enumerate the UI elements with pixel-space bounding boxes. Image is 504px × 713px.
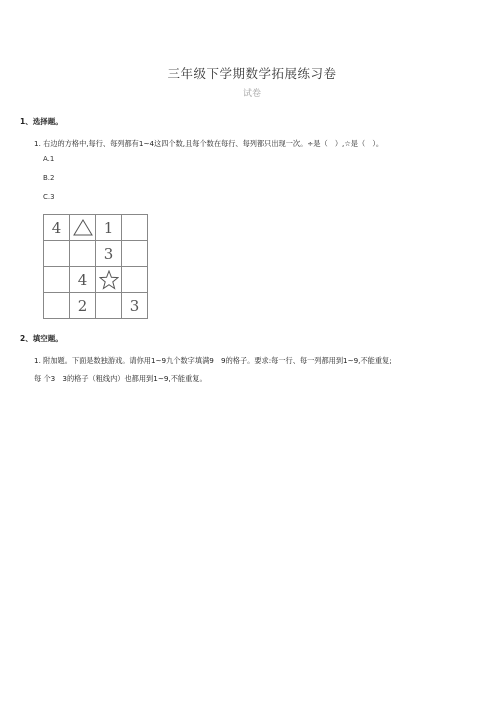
section-heading-fill: 2、填空题。	[20, 334, 63, 343]
grid-cell: 4	[70, 267, 96, 293]
grid-cell	[96, 267, 122, 293]
grid-cell: 3	[96, 241, 122, 267]
grid-cell: 1	[96, 215, 122, 241]
grid-cell: 4	[44, 215, 70, 241]
grid-cell	[70, 241, 96, 267]
grid-cell	[122, 215, 148, 241]
grid-cell: 3	[122, 293, 148, 319]
grid-cell	[122, 267, 148, 293]
option-b: B.2	[43, 174, 55, 182]
grid-cell	[44, 267, 70, 293]
grid-cell	[122, 241, 148, 267]
grid-cell	[44, 241, 70, 267]
option-a: A.1	[43, 155, 55, 163]
option-c: C.3	[43, 193, 55, 201]
question-2-line1: 1. 附加题。下面是数独游戏。请你用1~9九个数字填满9 9的格子。要求:每一行、每一列都用到1~9,不能重复;	[34, 356, 392, 365]
page-title: 三年级下学期数学拓展练习卷	[167, 66, 337, 81]
star-icon	[99, 270, 119, 290]
grid-cell	[70, 215, 96, 241]
question-1-text: 1. 右边的方格中,每行、每列都有1~4这四个数,且每个数在每行、每列都只出现一次。÷是（ ）,☆是（ ）。	[34, 139, 384, 148]
section-heading-choice: 1、选择题。	[20, 117, 63, 126]
page-subtitle: 试卷	[242, 89, 261, 99]
question-2-line2: 每 个3 3的格子（粗线内）也都用到1~9,不能重复。	[34, 374, 207, 383]
triangle-icon	[73, 219, 93, 236]
number-grid	[43, 214, 148, 319]
grid-cell: 2	[70, 293, 96, 319]
grid-cell	[44, 293, 70, 319]
grid-cell	[96, 293, 122, 319]
